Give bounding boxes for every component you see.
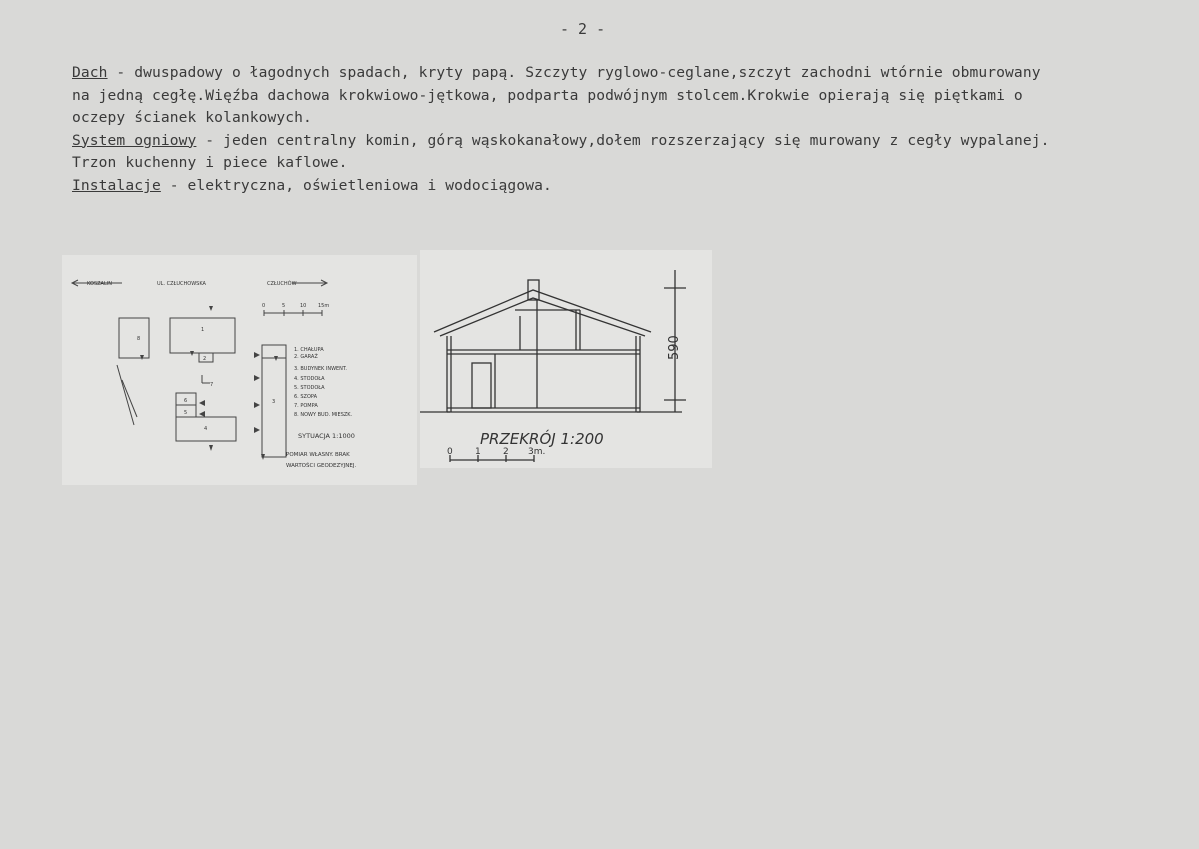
cross-section-figure xyxy=(420,250,712,468)
paragraph-heating xyxy=(72,130,1192,153)
building-label-1: 1 xyxy=(201,327,205,333)
paragraph-line: na jedną cegłę.Więźba dachowa krokwiowo-jętkowa, podparta podwójnym stolcem.Krokwie opierają się piętkami o xyxy=(72,86,1023,104)
road-name-label: UL. CZŁUCHOWSKA xyxy=(157,281,206,287)
survey-note: POMIAR WŁASNY. BRAK xyxy=(286,452,350,458)
legend-item: 1. CHAŁUPA xyxy=(294,347,324,353)
heading-heating: System ogniowy xyxy=(72,131,197,149)
building-label-4: 4 xyxy=(204,426,208,432)
paragraph-installations xyxy=(72,175,1192,198)
building-label-7: 7 xyxy=(210,382,214,388)
legend-item: 4. STODOŁA xyxy=(294,376,325,382)
legend-item: 5. STODOŁA xyxy=(294,385,325,391)
legend-item: 6. SZOPA xyxy=(294,394,318,400)
site-plan-drawing xyxy=(62,255,417,485)
situation-label: SYTUACJA 1:1000 xyxy=(298,432,355,440)
building-label-2: 2 xyxy=(203,356,207,362)
paragraph-line: - jeden centralny komin, górą wąskokanałowy,dołem rozszerzający się murowany z cegły wypalanej. xyxy=(196,131,1050,149)
legend-item: 2. GARAŻ xyxy=(294,354,318,360)
building-label-5: 5 xyxy=(184,410,188,416)
legend-item: 3. BUDYNEK INWENT. xyxy=(294,366,347,372)
paragraph-line: oczepy ścianek kolankowych. xyxy=(72,109,312,127)
building-label-6: 6 xyxy=(184,398,188,404)
plan-scale-10: 10 xyxy=(300,303,307,309)
section-scale-0: 0 xyxy=(447,447,453,457)
page-number: - 2 - xyxy=(560,20,606,38)
building-label-3: 3 xyxy=(272,399,276,405)
road-left-label: KOSZALIN xyxy=(87,281,112,287)
heading-installations: Instalacje xyxy=(72,176,161,194)
section-scale-3: 3m. xyxy=(528,447,546,457)
legend-item: 7. POMPA xyxy=(294,403,318,409)
paragraph-line: Trzon kuchenny i piece kaflowe. xyxy=(72,154,348,172)
section-scale-2: 2 xyxy=(503,447,509,457)
section-title: PRZEKRÓJ 1:200 xyxy=(480,430,604,448)
height-dimension: 590 xyxy=(667,335,682,360)
paragraph-line: - dwuspadowy o łagodnych spadach, kryty papą. Szczyty ryglowo-ceglane,szczyt zachodni wtórnie obmurowany xyxy=(107,64,1041,81)
building-label-8: 8 xyxy=(137,336,141,342)
body-text xyxy=(72,62,1192,198)
legend-item: 8. NOWY BUD. MIESZK. xyxy=(294,412,353,418)
plan-scale-0: 0 xyxy=(262,303,266,309)
survey-note: WARTOŚCI GEODEZYJNEJ. xyxy=(286,463,357,469)
site-plan-figure xyxy=(62,255,417,485)
paragraph-roof xyxy=(72,62,1192,85)
plan-scale-15: 15m xyxy=(318,303,330,309)
cross-section-drawing xyxy=(420,250,712,468)
road-right-label: CZŁUCHÓW xyxy=(267,281,297,287)
section-scale-1: 1 xyxy=(475,447,481,457)
plan-scale-5: 5 xyxy=(282,303,286,309)
heading-roof: Dach xyxy=(72,64,108,81)
paragraph-line: - elektryczna, oświetleniowa i wodociągowa. xyxy=(160,176,552,194)
